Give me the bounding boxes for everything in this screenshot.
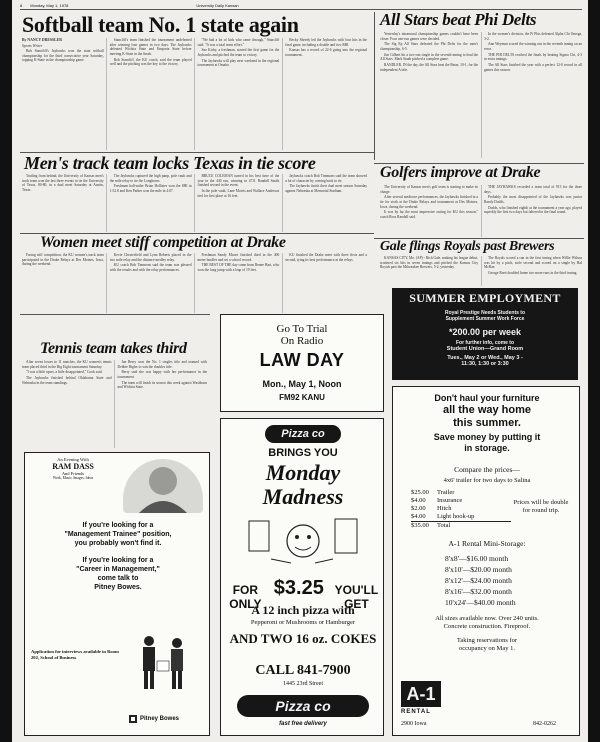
track-paragraph: Jayhawks coach Bob Timmons said the team showed a lot of character by coming back to tie.: [285, 174, 367, 183]
summer-pay: *200.00 per week: [448, 327, 522, 337]
a1-rental-ad: [392, 386, 580, 736]
allstars-paragraph: Yesterday's intramural championship games couldn't have been closer. Four one-run games were decided.: [380, 32, 478, 41]
rental-headline: [393, 393, 581, 454]
summer-line: 11:30, 1:30 or 3:30: [461, 361, 509, 367]
pitney-logo-icon: [129, 715, 137, 723]
golf-paragraph: THE JAYHAWKS recorded a team total of 913 for the three days.: [484, 185, 582, 194]
women-headline: Women meet stiff competition at Drake: [40, 234, 286, 251]
cost-row: [411, 521, 511, 530]
cost-amount: $25.00: [411, 489, 429, 496]
golf-paragraph: After several mediocre performances, the Jayhawks finished in a tie for sixth at the Drake Relays and tournament at Des Moines, Iowa, during the weekend.: [380, 195, 478, 209]
rental-headline-line: this summer.: [453, 417, 521, 429]
women-paragraph: KU coach Bob Timmons said the team was pleased with the results and with the relay performances.: [109, 263, 192, 272]
storage-price: —$16.00 month: [458, 554, 509, 563]
pitney-line: Pitney Bowes.: [94, 584, 142, 591]
promo-line: Work, Music, Images, Ideas: [52, 476, 94, 480]
pizza-slogan: fast free delivery: [279, 721, 327, 727]
pizza-cokes: AND TWO 16 oz. COKES: [229, 631, 377, 646]
page-number: 8: [20, 3, 23, 8]
golf-paragraph: Dodds, who finished eighth at the tournament a year ago, played superbly the first two days but faltered in the final round.: [484, 205, 582, 215]
law-day-title: LAW DAY: [259, 350, 345, 370]
newspaper-page: [12, 0, 588, 742]
golf-paragraph: The University of Kansas men's golf team is starting to make its charge.: [380, 185, 478, 194]
mini-storage-title: A-1 Rental Mini-Storage:: [448, 539, 526, 548]
gale-article: [380, 256, 582, 286]
golf-article: [380, 185, 582, 237]
promo-line: And Friends: [61, 471, 85, 476]
storage-size: 8'x16': [445, 587, 463, 596]
ram-dass-promo: [29, 457, 117, 480]
pitney-line: If you're looking for a: [82, 557, 154, 564]
storage-price: —$40.00 month: [466, 598, 516, 607]
softball-paragraph: Sue Kirby, a freshman, started the first game for the Jayhawks and pitched the team to victory.: [197, 48, 280, 57]
rental-footnote-line: Taking reservations for: [456, 637, 518, 644]
summer-line: Tues., May 2 or Wed., May 3 -: [447, 355, 523, 361]
pizza-toppings: Pepperoni or Mushrooms or Hamburger: [250, 619, 356, 626]
gale-headline: Gale flings Royals past Brewers: [380, 239, 555, 254]
softball-paragraph: Bob Stancliff's Jayhawks won the state softball championship for the third consecutive year Saturday, topping K-State in the championship game.: [22, 49, 104, 63]
rental-headline-line: Save money by putting it: [433, 432, 541, 442]
issue-date: Monday, May 1, 1978: [30, 3, 69, 8]
golf-paragraph: Probably the most disappointed of the Jayhawks was junior Randy Dodds.: [484, 195, 582, 204]
allstars-paragraph: Jim Gilbert hit a two-run single in the seventh inning to lead the All Stars. Mark Staab pitched a complete game.: [380, 52, 478, 62]
track-paragraph: The Jayhawks captured the high jump, pole vault and the mile relay to tie the Longhorns.: [109, 174, 192, 183]
pizza-co-ad: [220, 418, 384, 736]
rental-phone: 842-0262: [533, 721, 556, 727]
storage-price: —$20.00 month: [462, 565, 512, 574]
cost-item: Light hook-up: [437, 513, 475, 520]
softball-paragraph: Kansas has a record of 22-6 going into the regional tournament.: [285, 48, 367, 57]
cost-row: [411, 489, 511, 497]
pitney-logo-text: Pitney Bowes: [140, 716, 180, 722]
pizza-price: $3.25: [273, 577, 324, 599]
cost-amount: $2.00: [411, 505, 426, 512]
cost-item: Insurance: [437, 497, 463, 504]
masthead: [20, 3, 580, 8]
a1-logo-sub: RENTAL: [401, 709, 431, 715]
allstars-paragraph: RANDLER, IN the day, the All Stars beat the Betas, 10-1, for the independent A title.: [380, 63, 478, 72]
summer-line: Student Union—Grand Room: [446, 346, 524, 352]
women-paragraph: THE BEST OF THE day came from Renee Hart, who won the long jump with a leap of 19 feet.: [197, 263, 280, 272]
summer-line: Supplement Summer Work Force: [445, 316, 525, 322]
pitney-line: "Management Trainee" position,: [64, 531, 172, 538]
golf-paragraph: It was by far the most impressive outing for KU this season," coach Ross Randall said.: [380, 210, 478, 219]
track-paragraph: BRUCE COLEMAN turned in his best time of the year in the 440 run, winning in 47.8. Randall Smith finished second in the event.: [197, 174, 280, 188]
allstars-paragraph: In the women's division, the Pi Phis defeated Alpha Chi Omega, 3-2.: [484, 32, 582, 41]
track-paragraph: In the pole vault, Lane Morris and Wallace Anderson tied for first place at 16 feet.: [197, 188, 280, 198]
gale-paragraph: George Brett doubled home two more runs in the third inning.: [488, 270, 578, 275]
promo-line: An Evening With: [57, 457, 89, 462]
softball-paragraph: Becky Sheedy led the Jayhawks with four hits in the final game, including a double and two RBI.: [285, 38, 367, 47]
cost-row: [411, 497, 511, 505]
allstars-paragraph: Ann Weyman scored the winning run in the seventh inning on an error.: [484, 42, 582, 51]
tennis-paragraph: Berry said she was happy with her performance in the tournament.: [117, 370, 207, 379]
track-paragraph: The Jayhawks finish their dual meet season Saturday against Nebraska at Memorial Stadium.: [285, 184, 367, 193]
allstars-headline: All Stars beat Phi Delts: [380, 10, 537, 29]
track-headline: Men's track team locks Texas in tie score: [24, 153, 316, 173]
cost-amount: $4.00: [411, 513, 426, 520]
rental-headline-line: Don't haul your furniture: [434, 393, 540, 403]
law-day-radio-ad: [220, 314, 384, 412]
pitney-line: you probably won't find it.: [74, 540, 162, 547]
allstars-article: [380, 32, 582, 158]
tennis-paragraph: The Jayhawks finished behind Oklahoma State and Nebraska in the team standings.: [22, 376, 112, 385]
people-illustration: [129, 631, 199, 693]
pitney-logo: [129, 715, 179, 723]
softball-paragraph: The Jayhawks will play next weekend in the regional tournament at Omaha.: [197, 58, 280, 68]
pizza-phone: CALL 841-7900: [255, 663, 351, 678]
rental-address: 2900 Iowa: [401, 721, 427, 727]
tennis-paragraph: Jan Berry won the No. 1 singles title and teamed with Debbie Rigler to win the doubles title.: [117, 360, 207, 369]
a1-logo: A-1: [401, 681, 441, 707]
storage-prices: [445, 553, 565, 608]
tennis-article: [22, 360, 207, 448]
softball-headline: Softball team No. 1 state again: [22, 12, 299, 37]
storage-price: —$32.00 month: [462, 587, 512, 596]
storage-row: [445, 575, 565, 586]
madness-illustration: [241, 515, 365, 569]
golf-headline: Golfers improve at Drake: [380, 164, 541, 181]
pizza-logo-bottom: Pizza co: [237, 695, 369, 717]
softball-paragraph: Bob Stancliff, the KU coach, said the team played well and the pitching was the key to the victory.: [109, 57, 192, 67]
ram-dass-portrait: [123, 459, 203, 513]
storage-row: [445, 564, 565, 575]
rental-footnote-line: occupancy on May 1.: [459, 645, 515, 652]
summer-title: SUMMER EMPLOYMENT: [409, 291, 561, 305]
rental-cost-table: [411, 489, 511, 530]
pizza-for-only: FOR ONLY: [229, 583, 262, 611]
radio-time: Mon., May 1, Noon: [262, 379, 342, 389]
pizza-line: A 12 inch pizza with: [251, 603, 355, 617]
pizza-line: BRINGS YOU: [268, 447, 338, 459]
track-paragraph: Trailing from behind, the University of Kansas men's track team won the last three events to tie the University of Texas, 80-80, in a dual meet Saturday at Austin, Texas.: [22, 174, 104, 192]
softball-byline: By NANCY DRESSLER: [22, 38, 62, 42]
cost-item: Hitch: [437, 505, 452, 512]
women-article: [22, 253, 367, 313]
allstars-paragraph: THE PHI DELTS reached the finals by beating Sigma Chi, 4-3 in extra innings.: [484, 52, 582, 62]
pizza-address: 1445 23rd Street: [283, 681, 323, 687]
tennis-paragraph: The team will finish its season this week against Washburn and Wichita State.: [117, 380, 207, 390]
women-paragraph: Kevie Chesterfield and Lynn Reberts placed in the two mile relay and the distance medley relay.: [109, 253, 192, 262]
pitney-line: If you're looking for a: [82, 522, 154, 529]
track-paragraph: Freshman half-miler Brian Hollister won the 880 in 1:52.8 and Ken Parker won the mile in 4:07.: [109, 184, 192, 193]
cost-row: [411, 513, 511, 521]
gale-paragraph: KANSAS CITY, Mo. (AP) - Rich Gale, making his league debut, scattered six hits in seven innings and pitched the Kansas City Royals past the Milwaukee Brewers, 5-2, yesterday.: [380, 256, 478, 270]
women-paragraph: Freshman Sandy Moore finished third in the 400 meter hurdles and set a school record.: [197, 253, 280, 262]
cost-item: Trailer: [437, 489, 455, 496]
cost-amount: $35.00: [411, 522, 429, 529]
radio-line: On Radio: [280, 335, 324, 347]
rental-footnote-line: Concrete construction. Fireproof.: [443, 623, 531, 630]
storage-row: [445, 586, 565, 597]
summer-line: Royal Prestige Needs Students to: [444, 310, 526, 316]
rental-note: Prices will be double for round trip.: [513, 499, 569, 514]
allstars-paragraph: The All Stars finished the year with a perfect 12-0 record in all games this season.: [484, 63, 582, 72]
allstars-paragraph: The Sig Ep All Stars defeated the Phi Delts for the men's championship, 6-5.: [380, 42, 478, 51]
tennis-headline: Tennis team takes third: [40, 340, 187, 357]
storage-size: 10'x24': [445, 598, 467, 607]
softball-paragraph: Stancliff's team finished the tournament undefeated after winning four games in two days. The Jayhawks defeated Wichita State and Emporia State before meeting K-State in the finals.: [109, 38, 192, 56]
radio-station: FM92 KANU: [279, 393, 325, 402]
monday-madness-title: Monday Madness: [262, 460, 344, 509]
rental-compare: Compare the prices—: [454, 465, 520, 474]
rental-trailer-label: 4x6' trailer for two days to Salina: [443, 477, 531, 484]
cost-row: [411, 505, 511, 513]
gale-paragraph: The Royals scored a run in the first inning when Willie Wilson was hit by a pitch, stole second and scored on a single by Hal McRae.: [484, 256, 582, 270]
rental-footnote: [393, 615, 581, 653]
women-paragraph: KU finished the Drake meet with three firsts and a second, tying its best performance at the relays.: [285, 253, 367, 262]
promo-guest: RAM DASS: [52, 462, 94, 471]
tennis-paragraph: After seven losses in 11 matches, the KU women's tennis team placed third in the Big Eight tournament Saturday.: [22, 360, 112, 369]
summer-line: For further info, come to: [455, 340, 515, 346]
cost-amount: $4.00: [411, 497, 426, 504]
pizza-logo-top: Pizza co: [265, 425, 341, 443]
storage-size: 8'x8': [445, 554, 459, 563]
pitney-bowes-ad: [24, 452, 210, 736]
tennis-paragraph: "I was a little upset, a little disappointed," Cook said.: [26, 370, 103, 375]
storage-price: —$24.00 month: [462, 576, 512, 585]
paper-name: University Daily Kansan: [196, 3, 239, 8]
softball-paragraph: "We had a lot of kids who came through," Stancliff said. "It was a total team effort.": [197, 38, 280, 47]
women-paragraph: Facing stiff competition, the KU women's track team participated in the Drake Relays at Des Moines, Iowa, during the weekend.: [22, 253, 104, 267]
application-note: Application for interviews available in Room 202, School of Business: [31, 649, 119, 660]
rental-headline-line: in storage.: [464, 443, 510, 453]
summer-employment-ad: [392, 288, 578, 380]
radio-line: Go To Trial: [276, 323, 328, 335]
cost-item: Total: [437, 522, 451, 529]
softball-role: Sports Writer: [22, 43, 43, 48]
rental-footnote-line: All sizes available now. Over 240 units.: [435, 615, 539, 622]
pitney-line: come talk to: [97, 575, 139, 582]
pizza-youll: YOU'LL GET: [334, 583, 379, 611]
pitney-line: "Career in Management,": [76, 566, 160, 573]
storage-row: [445, 553, 565, 564]
track-article: [22, 174, 367, 232]
storage-size: 8'x10': [445, 565, 463, 574]
storage-size: 8'x12': [445, 576, 463, 585]
softball-article: [22, 38, 367, 150]
storage-row: [445, 597, 565, 608]
rental-headline-line: all the way home: [442, 404, 532, 416]
